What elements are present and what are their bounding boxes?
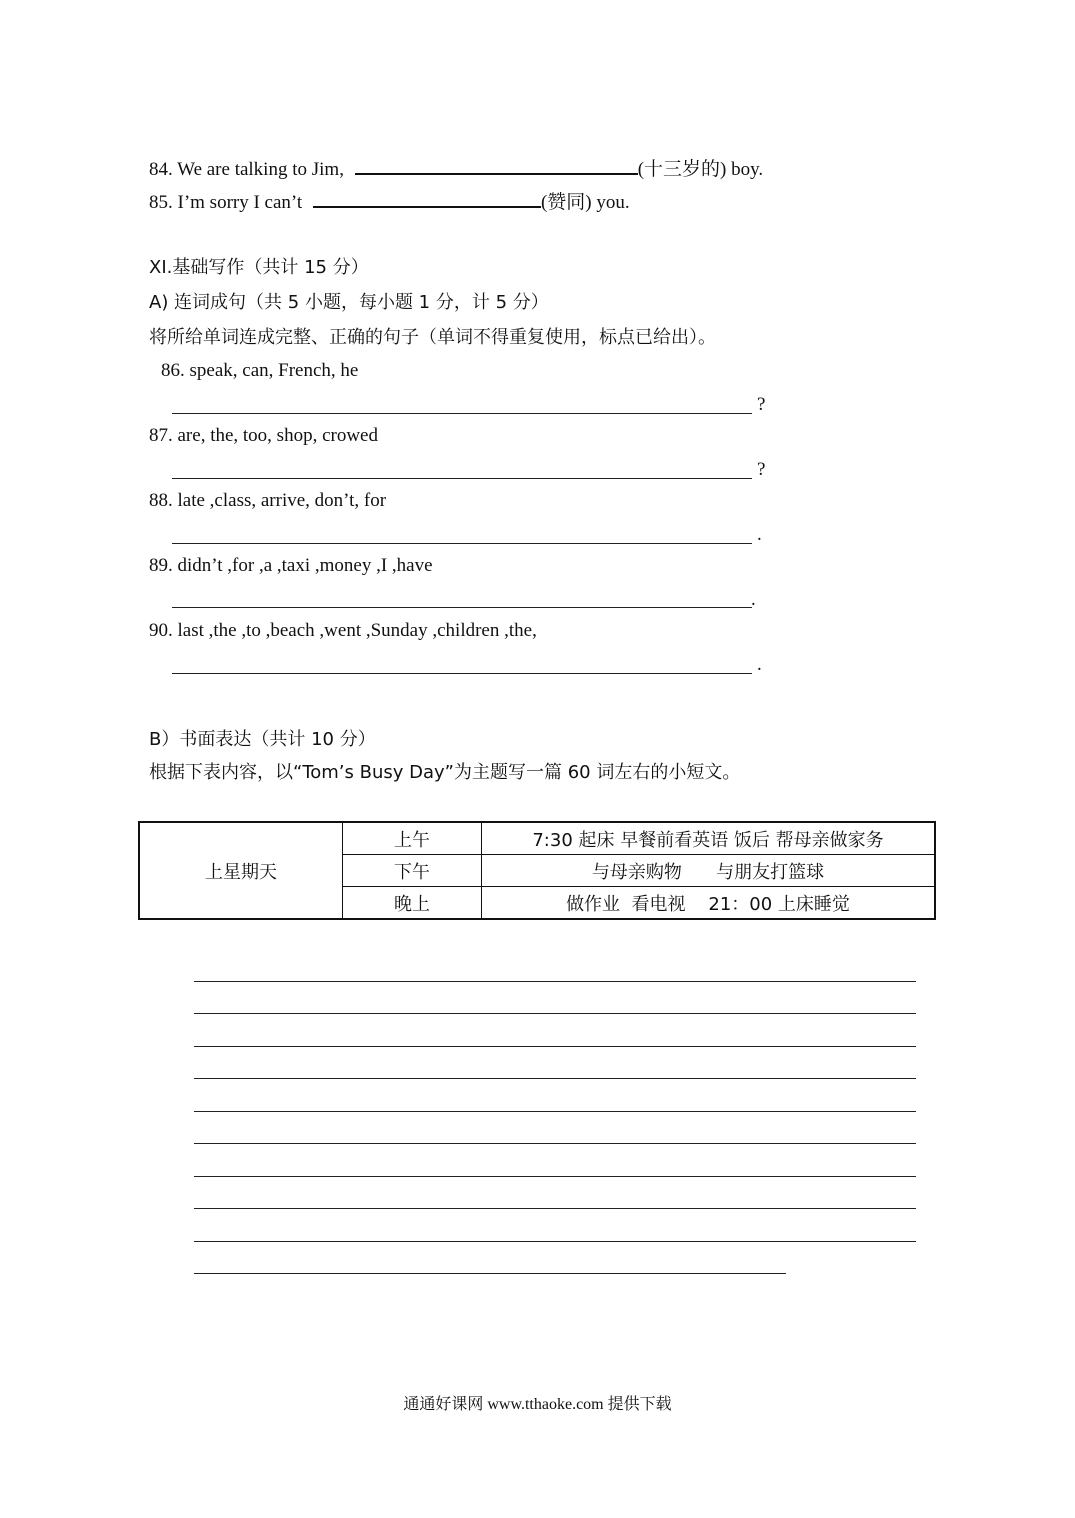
- writing-line[interactable]: [194, 1013, 916, 1014]
- writing-line[interactable]: [194, 981, 916, 982]
- writing-line[interactable]: [194, 1111, 916, 1112]
- period-cell: 下午: [343, 855, 482, 887]
- day-cell: 上星期天: [139, 822, 343, 919]
- part-b-title: B）书面表达（共计 10 分）: [149, 729, 376, 750]
- item-84-hint: (十三岁的) boy.: [637, 159, 764, 180]
- item-88-end-mark: .: [757, 524, 762, 545]
- period-cell: 上午: [343, 822, 482, 855]
- writing-line[interactable]: [194, 1208, 916, 1209]
- writing-line[interactable]: [194, 1143, 916, 1144]
- item-89-answer-line[interactable]: [172, 607, 752, 608]
- page-footer: 通通好课网 www.tthaoke.com 提供下载: [403, 1396, 672, 1413]
- writing-line[interactable]: [194, 1078, 916, 1079]
- writing-line[interactable]: [194, 1241, 916, 1242]
- item-87-end-mark: ?: [757, 459, 766, 480]
- item-86-end-mark: ?: [757, 394, 766, 415]
- item-85-blank[interactable]: [313, 188, 541, 208]
- part-a-title: A) 连词成句（共 5 小题，每小题 1 分，计 5 分）: [149, 292, 549, 313]
- item-89-end-mark: .: [751, 589, 756, 610]
- item-90-words: 90. last ,the ,to ,beach ,went ,Sunday ,children ,the,: [149, 620, 537, 641]
- part-a-instruction: 将所给单词连成完整、正确的句子（单词不得重复使用，标点已给出）。: [149, 327, 716, 348]
- activity-cell: 7:30 起床 早餐前看英语 饭后 帮母亲做家务: [482, 822, 936, 855]
- item-88-answer-line[interactable]: [172, 543, 752, 544]
- item-90-answer-line[interactable]: [172, 673, 752, 674]
- item-87-answer-line[interactable]: [172, 478, 752, 479]
- activity-cell: 做作业 看电视 21：00 上床睡觉: [482, 887, 936, 920]
- section-title: XI.基础写作（共计 15 分）: [149, 257, 369, 278]
- schedule-table: [138, 821, 936, 920]
- writing-line[interactable]: [194, 1273, 786, 1274]
- item-90-end-mark: .: [757, 654, 762, 675]
- item-85: [149, 188, 630, 215]
- item-84: [149, 155, 763, 182]
- writing-line[interactable]: [194, 1176, 916, 1177]
- item-86-answer-line[interactable]: [172, 413, 752, 414]
- item-84-text: 84. We are talking to Jim,: [149, 159, 344, 180]
- item-88-words: 88. late ,class, arrive, don’t, for: [149, 490, 387, 511]
- item-85-text: 85. I’m sorry I can’t: [149, 192, 303, 213]
- item-87-words: 87. are, the, too, shop, crowed: [149, 425, 378, 446]
- activity-cell: 与母亲购物 与朋友打篮球: [482, 855, 936, 887]
- item-89-words: 89. didn’t ,for ,a ,taxi ,money ,I ,have: [149, 555, 433, 576]
- part-b-instruction: 根据下表内容，以“Tom’s Busy Day”为主题写一篇 60 词左右的小短文。: [149, 762, 741, 783]
- item-85-hint: (赞同) you.: [540, 192, 630, 213]
- writing-line[interactable]: [194, 1046, 916, 1047]
- item-84-blank[interactable]: [355, 155, 638, 175]
- period-cell: 晚上: [343, 887, 482, 920]
- table-row: [139, 822, 935, 855]
- item-86-words: 86. speak, can, French, he: [161, 360, 359, 381]
